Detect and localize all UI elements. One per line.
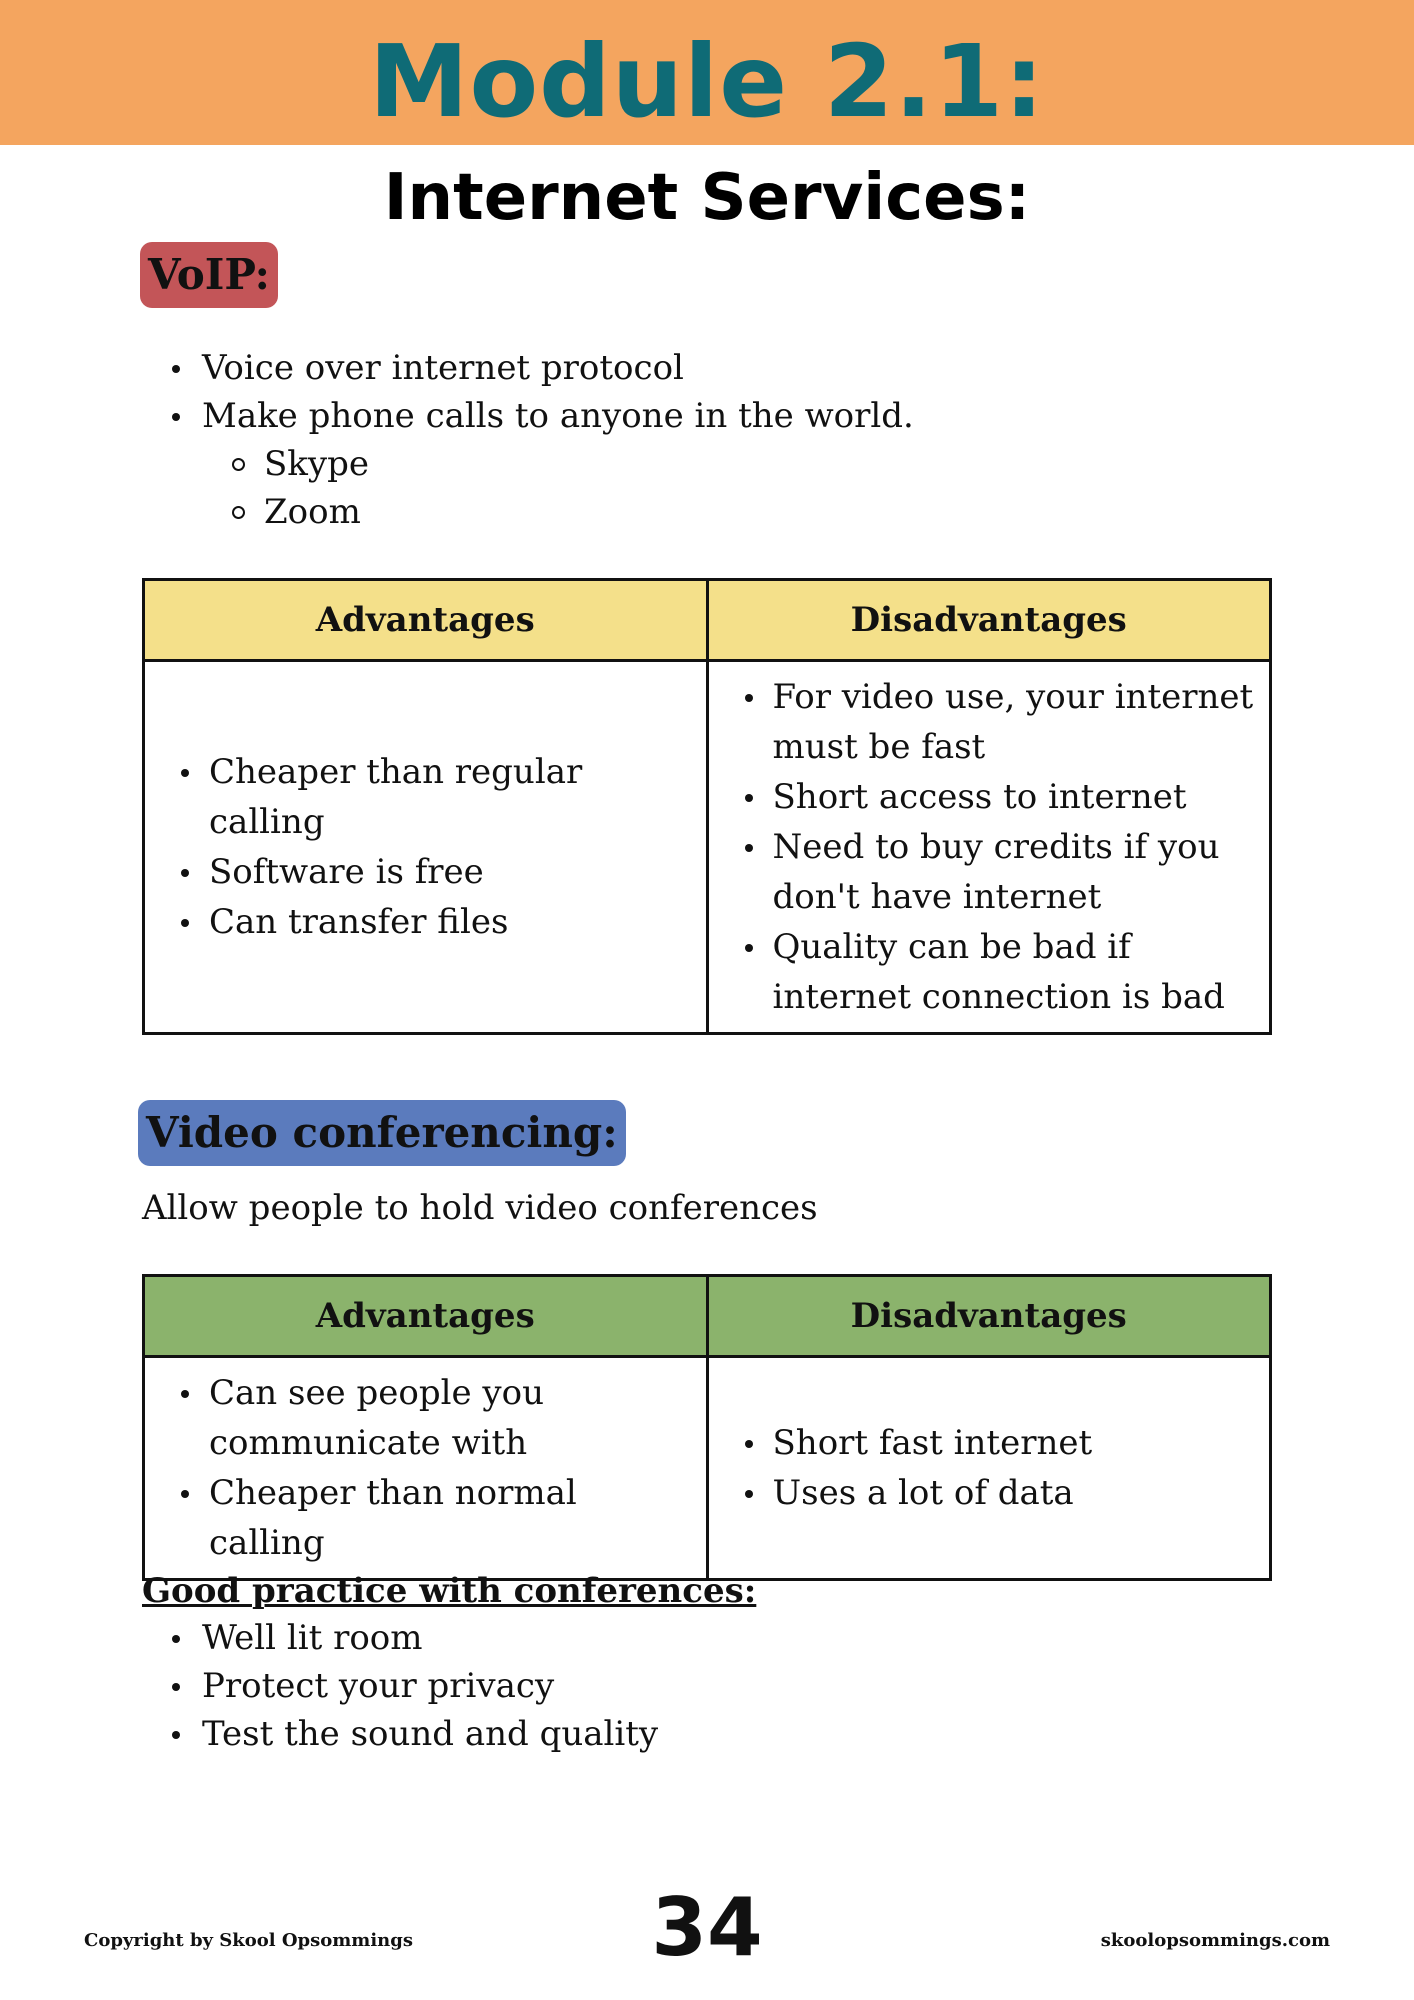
page-number: 34 <box>651 1881 763 1974</box>
list-item: Protect your privacy <box>142 1662 1242 1710</box>
list-item: Zoom <box>142 488 1242 536</box>
list-item: Uses a lot of data <box>717 1468 1262 1518</box>
list-item: Short fast internet <box>717 1418 1262 1468</box>
footer-website: skoolopsommings.com <box>1100 1930 1330 1951</box>
footer-copyright: Copyright by Skool Opsommings <box>84 1930 413 1951</box>
list-item: Test the sound and quality <box>142 1710 1242 1758</box>
disadvantages-header: Disadvantages <box>707 1276 1271 1357</box>
list-item: Can see people you communicate with <box>153 1368 698 1468</box>
list-item: Quality can be bad if internet connection is bad <box>717 922 1262 1022</box>
advantages-header: Advantages <box>144 1276 708 1357</box>
disadvantages-cell <box>707 661 1271 1034</box>
good-practice-list <box>142 1614 1242 1758</box>
list-item: Software is free <box>153 847 698 897</box>
list-item: Voice over internet protocol <box>142 344 1242 392</box>
video-conferencing-description: Allow people to hold video conferences <box>142 1188 818 1228</box>
advantages-cell <box>144 1357 708 1580</box>
video-conferencing-heading: Video conferencing: <box>138 1100 626 1166</box>
video-pros-cons-table <box>142 1274 1272 1581</box>
module-title: Module 2.1: <box>368 23 1046 140</box>
voip-pros-cons-table <box>142 578 1272 1035</box>
voip-bullet-list <box>142 344 1242 536</box>
list-item: Need to buy credits if you don't have internet <box>717 822 1262 922</box>
list-item: Make phone calls to anyone in the world. <box>142 392 1242 440</box>
list-item: Well lit room <box>142 1614 1242 1662</box>
list-item: For video use, your internet must be fast <box>717 672 1262 772</box>
list-item: Can transfer files <box>153 897 698 947</box>
good-practice-heading: Good practice with conferences: <box>142 1571 757 1611</box>
advantages-cell <box>144 661 708 1034</box>
page-subtitle: Internet Services: <box>383 161 1031 235</box>
disadvantages-header: Disadvantages <box>707 580 1271 661</box>
list-item: Short access to internet <box>717 772 1262 822</box>
advantages-header: Advantages <box>144 580 708 661</box>
list-item: Cheaper than regular calling <box>153 747 698 847</box>
disadvantages-cell <box>707 1357 1271 1580</box>
list-item: Cheaper than normal calling <box>153 1468 698 1568</box>
list-item: Skype <box>142 440 1242 488</box>
voip-heading: VoIP: <box>140 242 278 308</box>
